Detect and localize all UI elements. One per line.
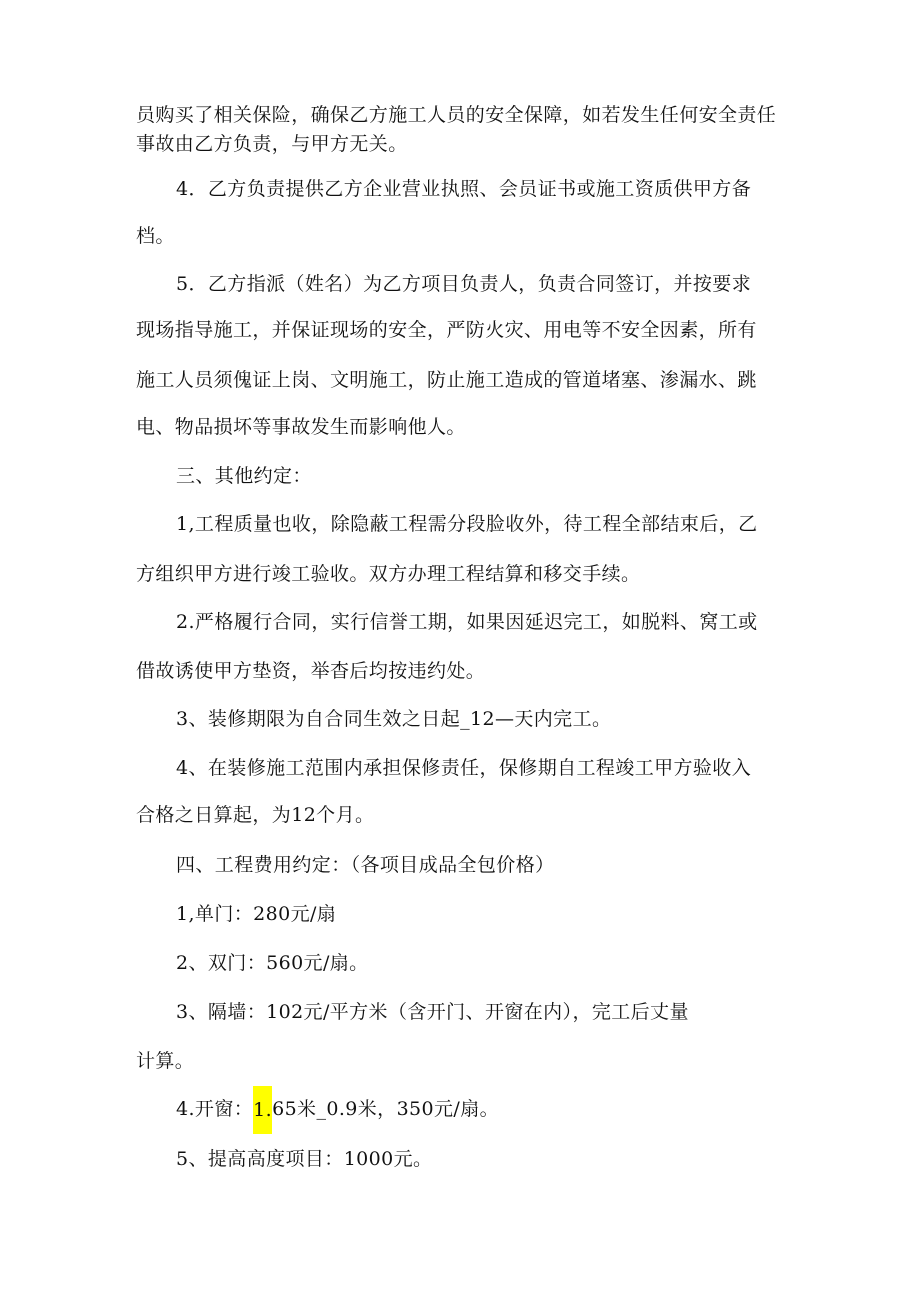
window-suffix: 65米_0.9米，350元/扇。 <box>272 1098 500 1120</box>
text-line: 事故由乙方负责，与甲方无关。 <box>136 133 408 155</box>
price-item: 3、隔墙：102元/平方米（含开门、开窗在内），完工后丈量 <box>176 1001 689 1023</box>
window-prefix: 4.开窗： <box>176 1098 254 1120</box>
text-line: 5．乙方指派（姓名）为乙方项目负责人，负责合同签订，并按要求 <box>176 273 752 295</box>
text-line: 方组织甲方进行竣工验收。双方办理工程结算和移交手续。 <box>136 563 641 585</box>
text-line: 施工人员须傀证上岗、文明施工，防止施工造成的管道堵塞、渗漏水、跳 <box>136 369 757 391</box>
text-line: 合格之日算起，为12个月。 <box>136 804 375 826</box>
text-line: 借故诱使甲方垫资，举杳后均按违约处。 <box>136 660 486 682</box>
price-item: 2、双门：560元/扇。 <box>176 952 369 974</box>
price-item: 5、提高高度项目：1000元。 <box>176 1148 433 1170</box>
text-line: 电、物品损坏等事故发生而影响他人。 <box>136 416 466 438</box>
text-line: 现场指导施工，并保证现场的安全，严防火灾、用电等不安全因素，所有 <box>136 319 757 341</box>
text-line: 1,工程质量也收，除隐蔽工程需分段脸收外，待工程全部结束后，乙 <box>176 513 758 535</box>
price-item: 1,单门：280元/扇 <box>176 903 337 925</box>
text-line: 4．乙方负责提供乙方企业营业执照、会员证书或施工资质供甲方备 <box>176 178 752 200</box>
text-line: 4、在装修施工范围内承担保修责任，保修期自工程竣工甲方验收入 <box>176 757 752 779</box>
section-heading: 三、其他约定： <box>176 465 312 487</box>
text-line: 员购买了相关保险，确保乙方施工人员的安全保障，如若发生任何安全责任 <box>136 104 777 126</box>
price-item-window <box>176 1095 499 1124</box>
highlighted-text: 1. <box>253 1086 272 1134</box>
section-heading: 四、工程费用约定：（各项目成品全包价格） <box>176 854 555 876</box>
text-line: 2.严格履行合同，实行信誉工期，如果因延迟完工，如脱料、窝工或 <box>176 611 758 633</box>
text-line: 3、装修期限为自合同生效之日起_12—天内完工。 <box>176 708 612 730</box>
text-line: 档。 <box>136 225 175 247</box>
text-line: 计算。 <box>136 1050 195 1072</box>
